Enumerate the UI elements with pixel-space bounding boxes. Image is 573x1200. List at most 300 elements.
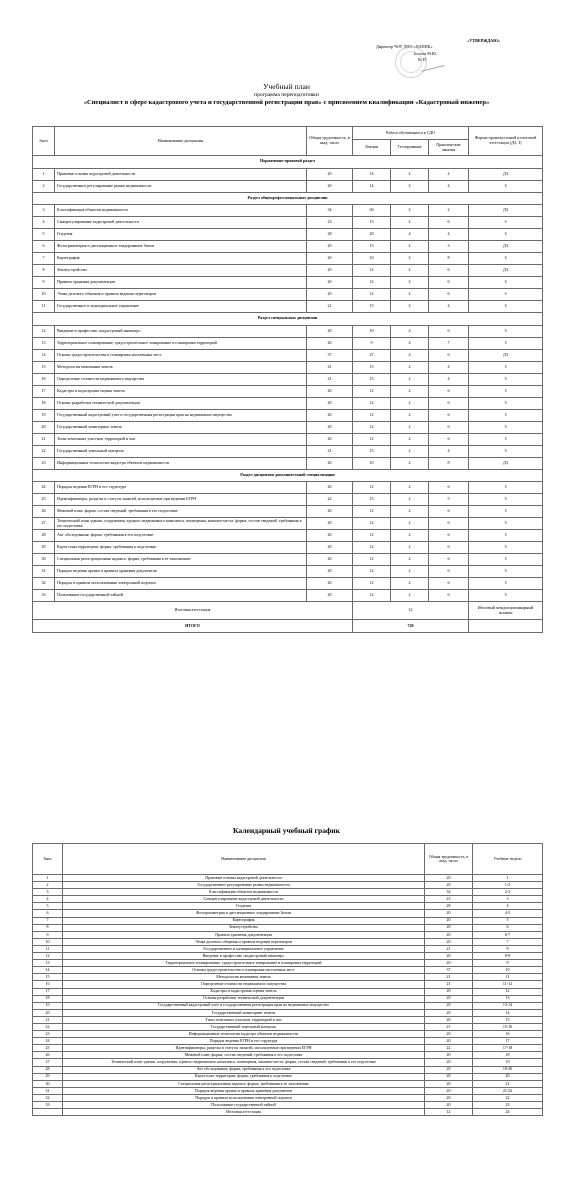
table-row bbox=[33, 241, 543, 253]
col-head-hours: Общая трудоемкость, в акад. часах bbox=[307, 127, 353, 156]
cal-discipline: Картография bbox=[63, 917, 425, 924]
table-row bbox=[33, 1073, 543, 1080]
cal-weeks: 11-12 bbox=[473, 981, 543, 988]
row-testing: 2 bbox=[391, 457, 429, 469]
row-num: 21 bbox=[33, 433, 55, 445]
row-discipline: Порядок ведения архива и правила хранения документов bbox=[55, 566, 307, 578]
row-discipline: Технический план здания, сооружения, единого недвижимого комплекса, помещения, машино-места: форма, состав сведений, требования к его подготовке bbox=[55, 518, 307, 530]
row-form: ДЗ bbox=[469, 265, 543, 277]
total-empty bbox=[469, 620, 543, 633]
cal-hours: 20 bbox=[425, 1002, 473, 1009]
row-discipline: Геодезия bbox=[55, 229, 307, 241]
row-practice: 4 bbox=[429, 168, 469, 180]
row-testing: 2 bbox=[391, 385, 429, 397]
total-row bbox=[33, 620, 543, 633]
row-practice: 3 bbox=[429, 241, 469, 253]
cal-discipline: Кадастры и кадастровая оценка земель bbox=[63, 988, 425, 995]
final-form: Итоговый междисциплинарный экзамен bbox=[469, 602, 543, 620]
row-lectures: 12 bbox=[353, 530, 391, 542]
table-row bbox=[33, 494, 543, 506]
row-form: З bbox=[469, 542, 543, 554]
row-lectures: 15 bbox=[353, 217, 391, 229]
row-lectures: 15 bbox=[353, 373, 391, 385]
cal-num: 1 bbox=[33, 875, 63, 882]
cal-hours: 37 bbox=[425, 967, 473, 974]
row-form: З bbox=[469, 217, 543, 229]
cal-num: 18 bbox=[33, 995, 63, 1002]
row-form: З bbox=[469, 518, 543, 530]
row-hours: 23 bbox=[307, 217, 353, 229]
row-num: 28 bbox=[33, 530, 55, 542]
row-hours: 20 bbox=[307, 578, 353, 590]
col-head-num: №пп bbox=[33, 127, 55, 156]
cal-num: 31 bbox=[33, 1087, 63, 1094]
cal-weeks: 8-9 bbox=[473, 953, 543, 960]
table-row bbox=[33, 325, 543, 337]
table-row bbox=[33, 253, 543, 265]
row-discipline: Государственное и муниципальное управление bbox=[55, 301, 307, 313]
row-lectures: 12 bbox=[353, 289, 391, 301]
row-lectures: 12 bbox=[353, 578, 391, 590]
row-form: З bbox=[469, 482, 543, 494]
row-num: 9 bbox=[33, 277, 55, 289]
row-lectures: 27 bbox=[353, 349, 391, 361]
row-testing: 4 bbox=[391, 229, 429, 241]
row-lectures: 12 bbox=[353, 482, 391, 494]
row-discipline: Акт обследования: форма, требования к его подготовке bbox=[55, 530, 307, 542]
row-num: 6 bbox=[33, 241, 55, 253]
cal-weeks: 16 bbox=[473, 1031, 543, 1038]
cal-weeks: 11 bbox=[473, 974, 543, 981]
approval-name: Белова М.Ю. bbox=[414, 50, 438, 56]
row-hours: 20 bbox=[307, 325, 353, 337]
table-row bbox=[33, 168, 543, 180]
table-row bbox=[33, 967, 543, 974]
row-form: З bbox=[469, 361, 543, 373]
row-form: З bbox=[469, 445, 543, 457]
table-row bbox=[33, 924, 543, 931]
table-row bbox=[33, 1109, 543, 1116]
row-discipline: Межевой план: форма, состав сведений, требования к его подготовке bbox=[55, 506, 307, 518]
cal-hours: 20 bbox=[425, 924, 473, 931]
row-testing: 2 bbox=[391, 168, 429, 180]
cal-hours: 21 bbox=[425, 974, 473, 981]
row-testing: 2 bbox=[391, 445, 429, 457]
table-row bbox=[33, 1002, 543, 1009]
table-row bbox=[33, 277, 543, 289]
table-row bbox=[33, 910, 543, 917]
cal-hours: 20 bbox=[425, 882, 473, 889]
row-lectures: 15 bbox=[353, 361, 391, 373]
row-practice: 6 bbox=[429, 385, 469, 397]
row-num: 19 bbox=[33, 409, 55, 421]
row-lectures: 9 bbox=[353, 337, 391, 349]
row-testing: 2 bbox=[391, 277, 429, 289]
row-testing: 2 bbox=[391, 530, 429, 542]
row-num: 2 bbox=[33, 180, 55, 192]
cal-hours: 20 bbox=[425, 910, 473, 917]
row-discipline: Саморегулирование кадастровой деятельности bbox=[55, 217, 307, 229]
row-hours: 20 bbox=[307, 482, 353, 494]
cal-weeks: 4 bbox=[473, 903, 543, 910]
cal-weeks: 4-5 bbox=[473, 910, 543, 917]
row-form: З bbox=[469, 433, 543, 445]
cal-num: 30 bbox=[33, 1080, 63, 1087]
row-form: З bbox=[469, 277, 543, 289]
row-testing: 2 bbox=[391, 421, 429, 433]
row-discipline: Кадастры и кадастровая оценка земель bbox=[55, 385, 307, 397]
calendar-table bbox=[32, 843, 543, 1116]
cal-discipline: Идентификаторы, разделы и статусы записей, используемые при ведении ЕГРН bbox=[63, 1045, 425, 1052]
row-lectures: 12 bbox=[353, 421, 391, 433]
row-practice: 6 bbox=[429, 409, 469, 421]
row-lectures: 14 bbox=[353, 180, 391, 192]
table-row bbox=[33, 397, 543, 409]
row-discipline: Государственный земельный контроль bbox=[55, 445, 307, 457]
row-discipline: Информационные технологии кадастра объектов недвижимости bbox=[55, 457, 307, 469]
cal-head-hours: Общая трудоемкость, в акад. часах bbox=[425, 844, 473, 875]
cal-num: 22 bbox=[33, 1023, 63, 1030]
row-hours: 20 bbox=[307, 289, 353, 301]
cal-hours: 28 bbox=[425, 903, 473, 910]
row-hours: 22 bbox=[307, 494, 353, 506]
row-hours: 34 bbox=[307, 205, 353, 217]
row-lectures: 12 bbox=[353, 433, 391, 445]
row-form: З bbox=[469, 301, 543, 313]
cal-head-name: Наименование дисциплин bbox=[63, 844, 425, 875]
table-row bbox=[33, 1094, 543, 1101]
row-discipline: Государственный мониторинг земель bbox=[55, 421, 307, 433]
row-lectures: 12 bbox=[353, 385, 391, 397]
cal-weeks: 3 bbox=[473, 896, 543, 903]
cal-discipline: Фотограмметрия и дистанционное зондирование Земли bbox=[63, 910, 425, 917]
cal-weeks: 8 bbox=[473, 945, 543, 952]
row-hours: 21 bbox=[307, 445, 353, 457]
table-row bbox=[33, 409, 543, 421]
total-hours: 720 bbox=[353, 620, 469, 633]
row-lectures: 15 bbox=[353, 445, 391, 457]
cal-num: 6 bbox=[33, 910, 63, 917]
cal-weeks: 12 bbox=[473, 988, 543, 995]
row-lectures: 12 bbox=[353, 265, 391, 277]
table-row bbox=[33, 349, 543, 361]
row-practice: 6 bbox=[429, 217, 469, 229]
row-num: 31 bbox=[33, 566, 55, 578]
cal-discipline: Карта-план территории: форма, требования к подготовке bbox=[63, 1073, 425, 1080]
cal-discipline: Саморегулирование кадастровой деятельности bbox=[63, 896, 425, 903]
row-testing: 2 bbox=[391, 373, 429, 385]
row-num: 27 bbox=[33, 518, 55, 530]
cal-discipline: Технический план здания, сооружения, единого недвижимого комплекса, помещения, машино-места: форма, состав сведений, требования к его подготовке bbox=[63, 1059, 425, 1066]
cal-discipline: Государственное регулирование рынка недвижимости bbox=[63, 882, 425, 889]
row-hours: 20 bbox=[307, 506, 353, 518]
cal-hours: 22 bbox=[425, 1045, 473, 1052]
row-testing: 2 bbox=[391, 241, 429, 253]
cal-num: 17 bbox=[33, 988, 63, 995]
cal-hours: 20 bbox=[425, 1073, 473, 1080]
cal-discipline: Межевой план: форма, состав сведений, требования к его подготовке bbox=[63, 1052, 425, 1059]
cal-num: 23 bbox=[33, 1031, 63, 1038]
cal-head-weeks: Учебные недели bbox=[473, 844, 543, 875]
row-num: 16 bbox=[33, 373, 55, 385]
row-discipline: Порядок ведения ЕГРН и его структура bbox=[55, 482, 307, 494]
section-header bbox=[33, 469, 543, 482]
row-practice: 6 bbox=[429, 542, 469, 554]
row-num: 30 bbox=[33, 554, 55, 566]
row-lectures: 30 bbox=[353, 205, 391, 217]
row-num: 29 bbox=[33, 542, 55, 554]
table-row bbox=[33, 1023, 543, 1030]
row-form: ДЗ bbox=[469, 205, 543, 217]
row-practice: 7 bbox=[429, 337, 469, 349]
approval-title: «УТВЕРЖДАЮ» bbox=[467, 38, 500, 43]
section-title: Нормативно-правовой раздел bbox=[33, 156, 543, 169]
cal-hours: 21 bbox=[425, 981, 473, 988]
row-discipline: Правовые основы кадастровой деятельности bbox=[55, 168, 307, 180]
row-num: 26 bbox=[33, 506, 55, 518]
table-row bbox=[33, 578, 543, 590]
row-testing: 4 bbox=[391, 325, 429, 337]
row-num: 18 bbox=[33, 397, 55, 409]
cal-weeks: 23 bbox=[473, 1102, 543, 1109]
row-discipline: Основы разработки технической документации bbox=[55, 397, 307, 409]
table-row bbox=[33, 882, 543, 889]
cal-num: 4 bbox=[33, 896, 63, 903]
cal-discipline: Государственный мониторинг земель bbox=[63, 1009, 425, 1016]
cal-hours: 20 bbox=[425, 1080, 473, 1087]
cal-num: 27 bbox=[33, 1059, 63, 1066]
row-lectures: 12 bbox=[353, 554, 391, 566]
row-discipline: Картография bbox=[55, 253, 307, 265]
section-title: Раздел дисциплин дополнительной специализации bbox=[33, 469, 543, 482]
table-row bbox=[33, 1059, 543, 1066]
row-hours: 20 bbox=[307, 530, 353, 542]
cal-hours: 20 bbox=[425, 1087, 473, 1094]
row-discipline: Классификация объектов недвижимости bbox=[55, 205, 307, 217]
row-form: З bbox=[469, 325, 543, 337]
cal-hours: 20 bbox=[425, 1016, 473, 1023]
table-row bbox=[33, 518, 543, 530]
row-lectures: 12 bbox=[353, 590, 391, 602]
cal-discipline: Порядок ведения ЕГРН и его структура bbox=[63, 1038, 425, 1045]
row-practice: 6 bbox=[429, 289, 469, 301]
row-practice: 6 bbox=[429, 325, 469, 337]
cal-weeks: 22 bbox=[473, 1094, 543, 1101]
row-hours: 20 bbox=[307, 168, 353, 180]
row-discipline: Государственное регулирование рынка недвижимости bbox=[55, 180, 307, 192]
table-row bbox=[33, 205, 543, 217]
table-row bbox=[33, 566, 543, 578]
approval-director: Директор ЧОУ ДПО «ЦАППК» bbox=[376, 44, 433, 50]
row-hours: 20 bbox=[307, 277, 353, 289]
row-hours: 20 bbox=[307, 554, 353, 566]
row-lectures: 12 bbox=[353, 542, 391, 554]
cal-num: 5 bbox=[33, 903, 63, 910]
cal-discipline: Информационные технологии кадастра объектов недвижимости bbox=[63, 1031, 425, 1038]
row-form: З bbox=[469, 506, 543, 518]
cal-weeks: 15-16 bbox=[473, 1023, 543, 1030]
table-row bbox=[33, 938, 543, 945]
row-practice: 6 bbox=[429, 421, 469, 433]
row-num: 12 bbox=[33, 325, 55, 337]
row-num: 33 bbox=[33, 590, 55, 602]
cal-num: 3 bbox=[33, 889, 63, 896]
row-num: 8 bbox=[33, 265, 55, 277]
cal-num: 32 bbox=[33, 1094, 63, 1101]
table-row bbox=[33, 385, 543, 397]
row-hours: 20 bbox=[307, 409, 353, 421]
cal-discipline: Территориальное планирование, градостроительное зонирование и планировка территорий bbox=[63, 960, 425, 967]
table-row bbox=[33, 229, 543, 241]
row-hours: 20 bbox=[307, 337, 353, 349]
cal-num: 21 bbox=[33, 1016, 63, 1023]
table-row bbox=[33, 530, 543, 542]
table-row bbox=[33, 590, 543, 602]
row-discipline: Методология межевания земель bbox=[55, 361, 307, 373]
row-lectures: 12 bbox=[353, 409, 391, 421]
table-row bbox=[33, 265, 543, 277]
cal-discipline: Введение в профессию «кадастровый инженер» bbox=[63, 953, 425, 960]
cal-hours: 20 bbox=[425, 875, 473, 882]
row-form: З bbox=[469, 385, 543, 397]
table-row bbox=[33, 457, 543, 469]
row-testing: 2 bbox=[391, 518, 429, 530]
row-num: 17 bbox=[33, 385, 55, 397]
row-discipline: Типы земельных участков, территорий и зон bbox=[55, 433, 307, 445]
table-row bbox=[33, 1031, 543, 1038]
row-practice: 6 bbox=[429, 590, 469, 602]
row-practice: 8 bbox=[429, 253, 469, 265]
row-discipline: Территориальное планирование, градостроительное зонирование и планировка территорий bbox=[55, 337, 307, 349]
row-form: З bbox=[469, 337, 543, 349]
row-lectures: 12 bbox=[353, 506, 391, 518]
row-hours: 20 bbox=[307, 457, 353, 469]
cal-num: 19 bbox=[33, 1002, 63, 1009]
row-testing: 2 bbox=[391, 397, 429, 409]
section-header bbox=[33, 156, 543, 169]
row-num: 14 bbox=[33, 349, 55, 361]
cal-weeks: 1-2 bbox=[473, 882, 543, 889]
cal-discipline: Геодезия bbox=[63, 903, 425, 910]
row-hours: 20 bbox=[307, 590, 353, 602]
table-row bbox=[33, 917, 543, 924]
row-testing: 2 bbox=[391, 265, 429, 277]
cal-num: 26 bbox=[33, 1052, 63, 1059]
cal-num: 9 bbox=[33, 931, 63, 938]
row-hours: 20 bbox=[307, 241, 353, 253]
calendar-title: Календарный учебный график bbox=[232, 826, 340, 835]
cal-num: 14 bbox=[33, 967, 63, 974]
row-hours: 21 bbox=[307, 301, 353, 313]
row-practice: 6 bbox=[429, 349, 469, 361]
cal-weeks: 21 bbox=[473, 1080, 543, 1087]
cal-discipline: Правовые основы кадастровой деятельности bbox=[63, 875, 425, 882]
row-lectures: 12 bbox=[353, 277, 391, 289]
row-hours: 20 bbox=[307, 397, 353, 409]
cal-discipline: Итоговая аттестация bbox=[63, 1109, 425, 1116]
row-num: 25 bbox=[33, 494, 55, 506]
row-lectures: 10 bbox=[353, 457, 391, 469]
section-title: Раздел специальных дисциплин bbox=[33, 313, 543, 326]
row-form: З bbox=[469, 590, 543, 602]
row-hours: 20 bbox=[307, 253, 353, 265]
row-practice: 4 bbox=[429, 301, 469, 313]
row-lectures: 15 bbox=[353, 494, 391, 506]
cal-hours: 20 bbox=[425, 1094, 473, 1101]
cal-discipline: Специальная регистрационная надпись: форма, требования к ее заполнению bbox=[63, 1080, 425, 1087]
row-practice: 6 bbox=[429, 530, 469, 542]
cal-num bbox=[33, 1109, 63, 1116]
plan-title: Учебный план bbox=[263, 82, 310, 91]
table-row bbox=[33, 373, 543, 385]
row-discipline: Пользование государственной тайной bbox=[55, 590, 307, 602]
table-row bbox=[33, 361, 543, 373]
cal-num: 15 bbox=[33, 974, 63, 981]
row-form: ДЗ bbox=[469, 457, 543, 469]
table-row bbox=[33, 445, 543, 457]
row-discipline: Специальная регистрационная надпись: форма, требования к ее заполнению bbox=[55, 554, 307, 566]
cal-num: 7 bbox=[33, 917, 63, 924]
cal-discipline: Порядок ведения архива и правила хранения документов bbox=[63, 1087, 425, 1094]
row-num: 1 bbox=[33, 168, 55, 180]
row-practice: 6 bbox=[429, 482, 469, 494]
cal-discipline: Государственный земельный контроль bbox=[63, 1023, 425, 1030]
row-num: 15 bbox=[33, 361, 55, 373]
cal-weeks: 19 bbox=[473, 1059, 543, 1066]
cal-weeks: 5 bbox=[473, 917, 543, 924]
row-form: З bbox=[469, 421, 543, 433]
cal-discipline: Основы разработки технической документации bbox=[63, 995, 425, 1002]
cal-weeks: 15 bbox=[473, 1016, 543, 1023]
row-testing: 2 bbox=[391, 205, 429, 217]
cal-hours: 20 bbox=[425, 988, 473, 995]
row-practice: 6 bbox=[429, 518, 469, 530]
row-testing: 2 bbox=[391, 433, 429, 445]
calendar-body bbox=[33, 875, 543, 1116]
table-row bbox=[33, 554, 543, 566]
row-lectures: 12 bbox=[353, 518, 391, 530]
row-num: 3 bbox=[33, 205, 55, 217]
row-hours: 20 bbox=[307, 385, 353, 397]
table-row bbox=[33, 1038, 543, 1045]
final-hours: 12 bbox=[353, 602, 469, 620]
row-testing: 4 bbox=[391, 337, 429, 349]
cal-weeks: 9 bbox=[473, 960, 543, 967]
cal-discipline: Определение стоимости недвижимого имущества bbox=[63, 981, 425, 988]
row-practice: 6 bbox=[429, 265, 469, 277]
table-row bbox=[33, 981, 543, 988]
final-attestation-row bbox=[33, 602, 543, 620]
cal-head-num: №пп bbox=[33, 844, 63, 875]
row-form: ДЗ bbox=[469, 349, 543, 361]
row-testing: 2 bbox=[391, 409, 429, 421]
table-row bbox=[33, 945, 543, 952]
cal-weeks: 13-14 bbox=[473, 1002, 543, 1009]
cal-num: 12 bbox=[33, 953, 63, 960]
row-testing: 2 bbox=[391, 554, 429, 566]
row-practice: 6 bbox=[429, 566, 469, 578]
row-hours: 37 bbox=[307, 349, 353, 361]
cal-weeks: 17-18 bbox=[473, 1045, 543, 1052]
cal-weeks: 2-3 bbox=[473, 889, 543, 896]
cal-discipline: Основы градостроительства и планировка населенных мест bbox=[63, 967, 425, 974]
cal-weeks: 10 bbox=[473, 967, 543, 974]
col-head-lectures: Лекции bbox=[353, 140, 391, 156]
table-row bbox=[33, 931, 543, 938]
col-head-name: Наименование дисциплин bbox=[55, 127, 307, 156]
row-testing: 2 bbox=[391, 566, 429, 578]
cal-hours: 21 bbox=[425, 1023, 473, 1030]
